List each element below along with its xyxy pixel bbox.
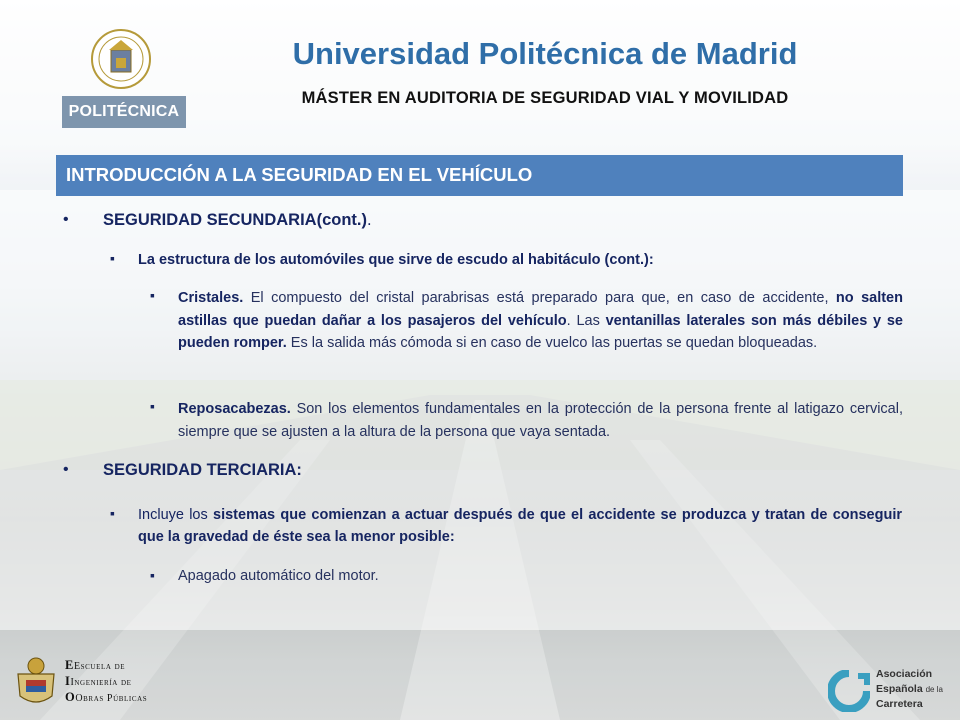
cristales-b2: ventanillas laterales son más débiles y se pueden romper. xyxy=(178,312,903,351)
bullet-dot: • xyxy=(63,211,69,228)
eicp-line2: IIngeniería de xyxy=(65,674,132,688)
crest-icon xyxy=(12,656,60,708)
estructura-text: La estructura de los automóviles que sirve de escudo al habitáculo (cont.): xyxy=(138,252,654,268)
bullet-square: ▪ xyxy=(150,398,155,414)
incluye-t1: Incluye los xyxy=(138,507,214,523)
reposacabezas-lead: Reposacabezas. xyxy=(178,401,291,417)
aec-line3: Carretera xyxy=(876,698,923,710)
cristales-lead: Cristales. xyxy=(178,290,244,306)
eicp-logo xyxy=(10,654,150,710)
apagado-text: Apagado automático del motor. xyxy=(178,568,379,584)
section-title: INTRODUCCIÓN A LA SEGURIDAD EN EL VEHÍCULO xyxy=(66,164,533,185)
aec-mark-icon xyxy=(828,670,870,712)
heading-terciaria: SEGURIDAD TERCIARIA: xyxy=(103,461,302,479)
cristales-t3: Es la salida más cómoda si en caso de vuelco las puertas se quedan bloqueadas. xyxy=(286,335,818,351)
heading-secundaria xyxy=(103,211,372,230)
politecnica-label: POLITÉCNICA xyxy=(62,96,186,128)
master-title: MÁSTER EN AUDITORIA DE SEGURIDAD VIAL Y MOVILIDAD xyxy=(301,89,789,107)
reposacabezas-text: Son los elementos fundamentales en la protección de la persona frente al latigazo cervical, siempre que se ajusten a la altura de la persona que vaya sentada. xyxy=(178,401,903,440)
secundaria-tail: . xyxy=(367,211,372,229)
cristales-t2: . Las xyxy=(566,312,606,329)
cristales-paragraph xyxy=(178,287,903,355)
bullet-square: ▪ xyxy=(110,505,115,521)
bullet-square: ▪ xyxy=(150,287,155,303)
cristales-b1: no salten astillas que puedan dañar a los pasajeros del vehículo xyxy=(178,290,903,329)
incluye-paragraph xyxy=(138,504,902,548)
university-title: Universidad Politécnica de Madrid xyxy=(292,36,798,71)
aec-line2: Española de la xyxy=(876,683,943,695)
eicp-line3: OObras Públicas xyxy=(65,690,148,704)
eicp-line1: EEscuela de xyxy=(65,658,126,672)
aec-logo xyxy=(826,660,956,716)
cristales-t1: El compuesto del cristal parabrisas está preparado para que, en caso de accidente, xyxy=(243,290,836,306)
aec-line1: Asociación xyxy=(876,668,933,680)
incluye-b1: sistemas que comienzan a actuar después de que el accidente se produzca y tratan de conseguir que la gravedad de éste sea la menor posible: xyxy=(138,507,902,545)
secundaria-title: SEGURIDAD SECUNDARIA(cont.) xyxy=(103,211,367,229)
bullet-square: ▪ xyxy=(110,250,115,266)
bullet-square: ▪ xyxy=(150,567,155,583)
reposacabezas-paragraph xyxy=(178,398,903,443)
bullet-dot: • xyxy=(63,461,69,478)
